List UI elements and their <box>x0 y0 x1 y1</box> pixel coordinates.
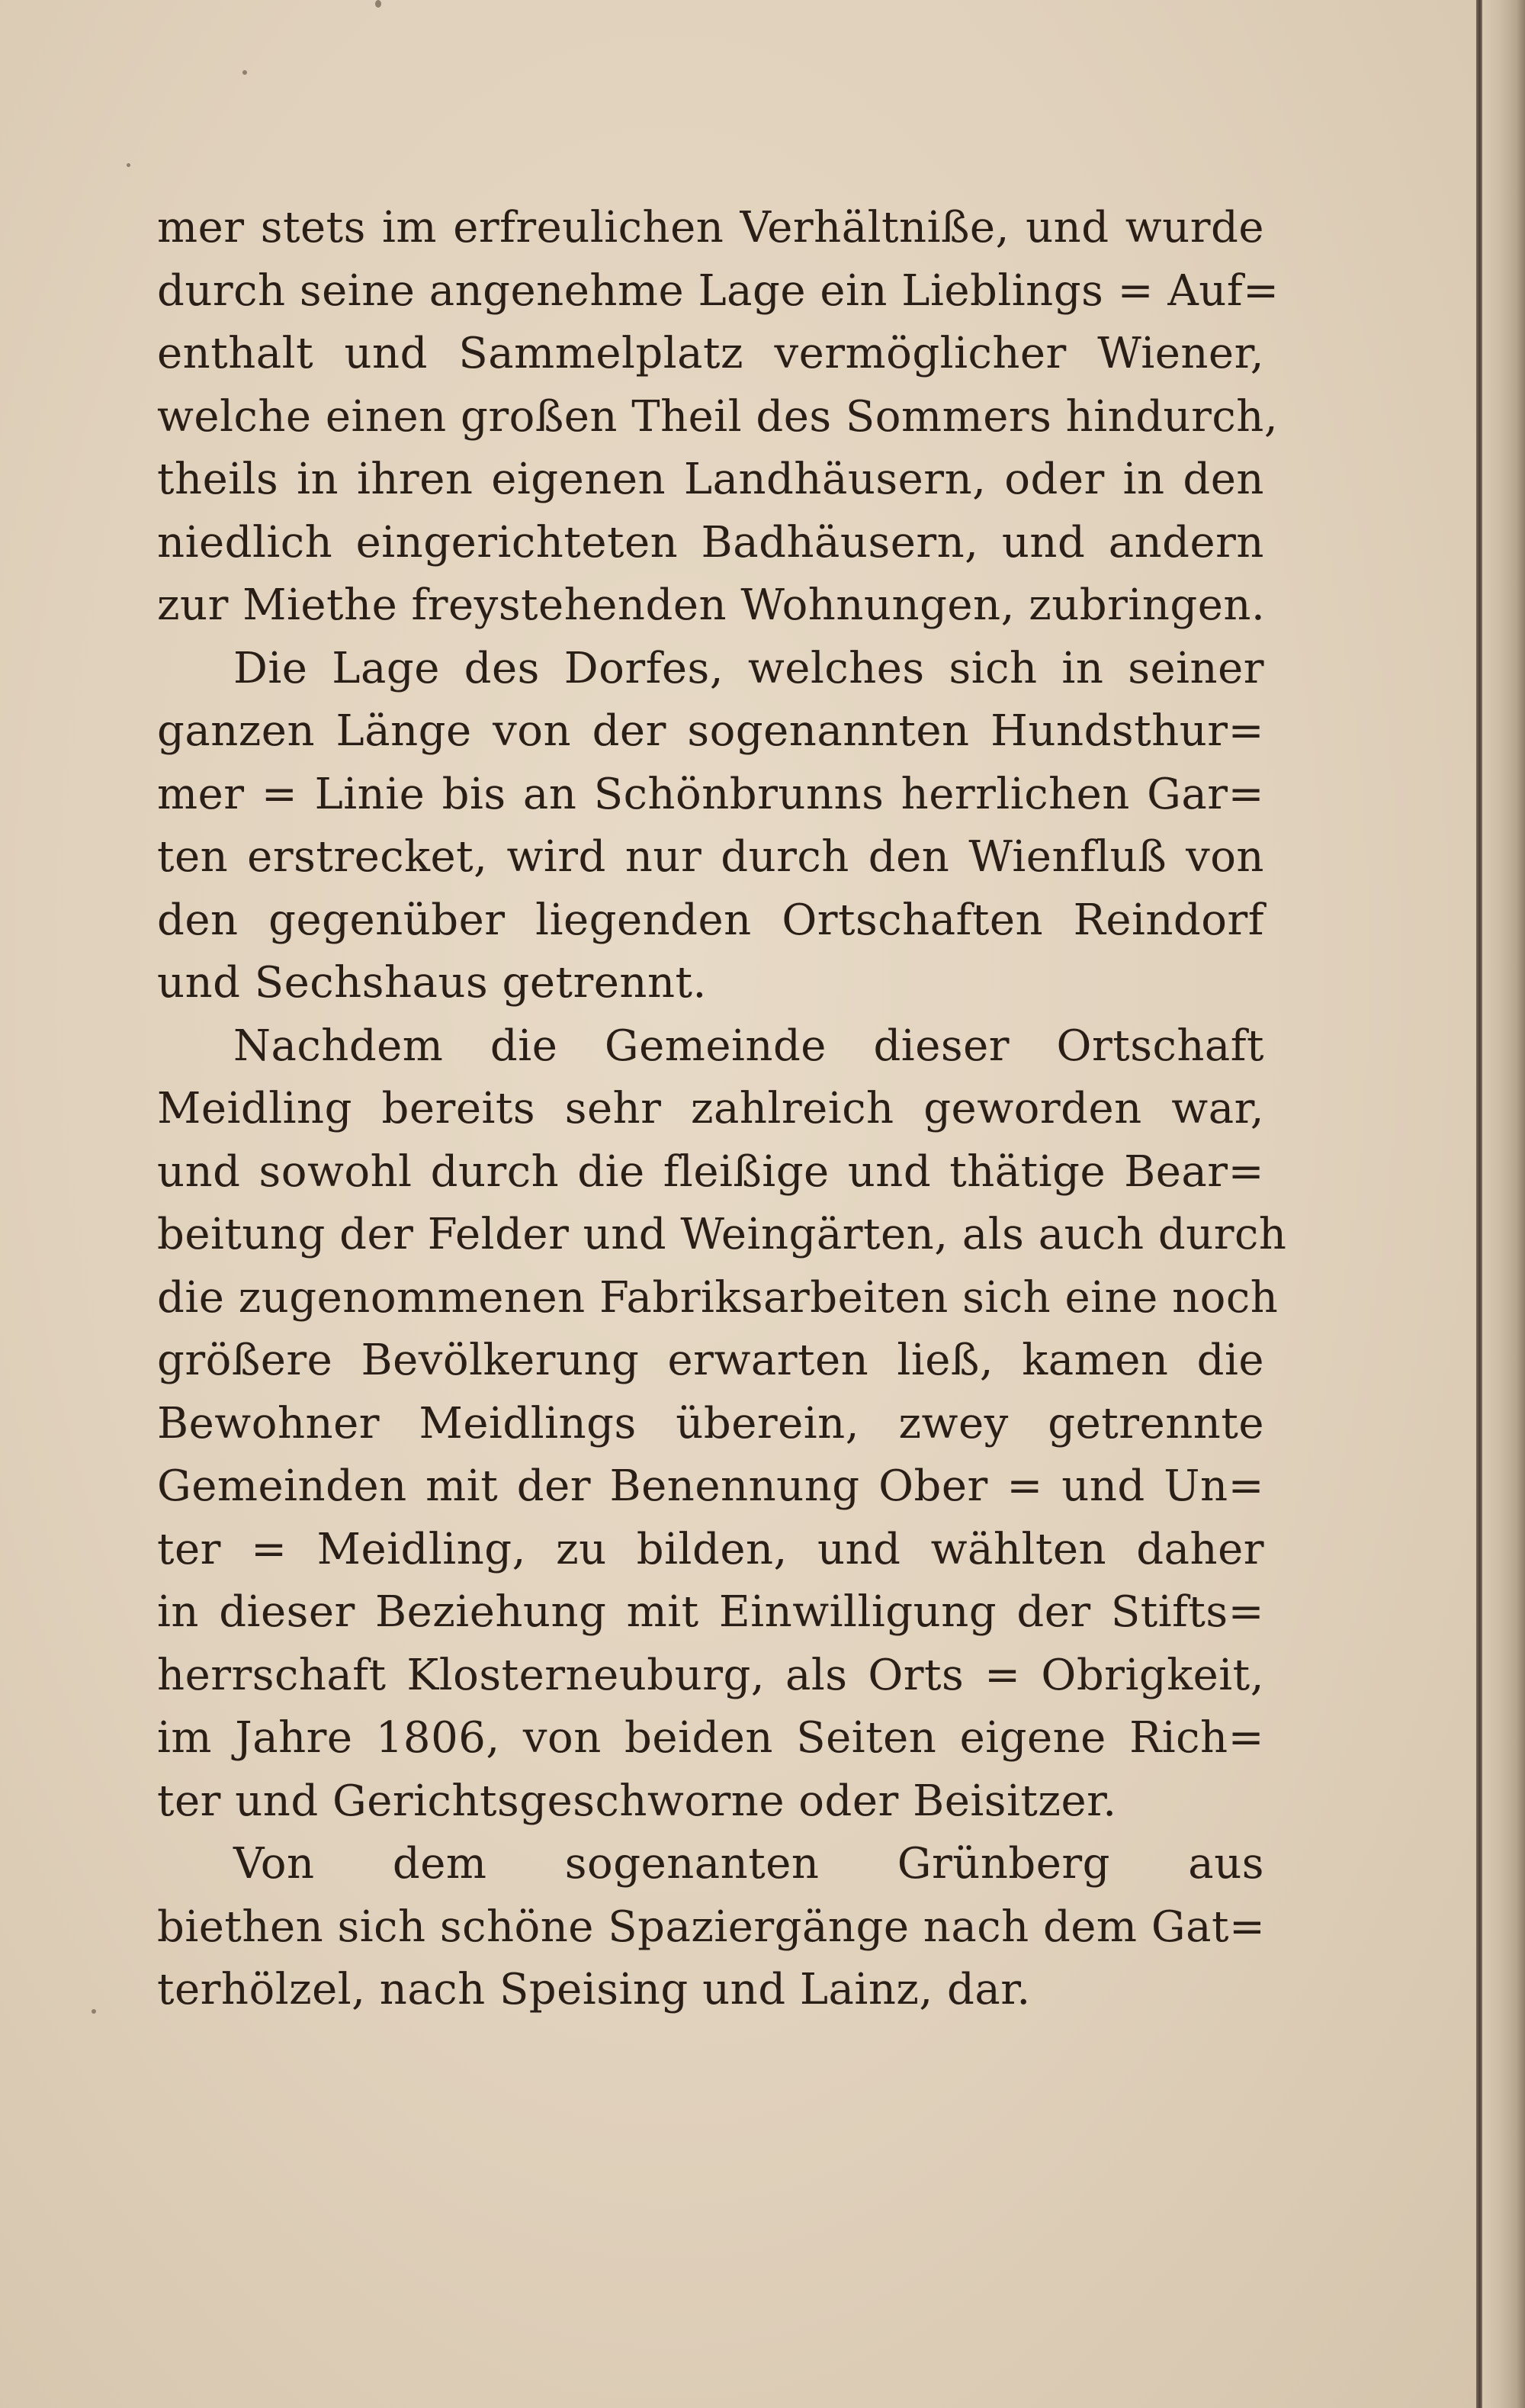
text-line: ter = Meidling, zu bilden, und wählten daher <box>157 1524 1264 1574</box>
text-line: herrschaft Klosterneuburg, als Orts = Obrigkeit, <box>157 1650 1264 1700</box>
text-line: theils in ihren eigenen Landhäusern, oder in den <box>157 455 1264 504</box>
text-line: ganzen Länge von der sogenannten Hundsthur= <box>157 706 1264 756</box>
text-line: Bewohner Meidlings überein, zwey getrennte <box>157 1398 1264 1448</box>
body-text <box>157 197 1287 2022</box>
text-line: Von dem sogenanten Grünberg aus <box>233 1839 1264 1889</box>
text-line: Nachdem die Gemeinde dieser Ortschaft <box>233 1021 1264 1071</box>
text-line: welche einen großen Theil des Sommers hindurch, <box>157 391 1279 442</box>
text-line: in dieser Beziehung mit Einwilligung der Stifts= <box>157 1587 1264 1637</box>
adjacent-page-edge <box>1482 0 1525 2408</box>
text-line: Gemeinden mit der Benennung Ober = und Un= <box>157 1461 1264 1511</box>
text-line: niedlich eingerichteten Badhäusern, und andern <box>157 517 1264 567</box>
text-line: ten erstrecket, wird nur durch den Wienfluß von <box>157 832 1264 882</box>
text-line: und Sechshaus getrennt. <box>157 958 707 1008</box>
paper-speck <box>375 0 381 8</box>
paper-speck <box>127 163 130 167</box>
text-line: Meidling bereits sehr zahlreich geworden war, <box>157 1084 1264 1133</box>
text-line: mer stets im erfreulichen Verhältniße, und wurde <box>157 203 1264 252</box>
text-line: im Jahre 1806, von beiden Seiten eigene Rich= <box>157 1713 1264 1763</box>
text-line: den gegenüber liegenden Ortschaften Reindorf <box>157 895 1264 945</box>
text-line: ter und Gerichtsgeschworne oder Beisitzer. <box>157 1776 1117 1826</box>
text-line: enthalt und Sammelplatz vermöglicher Wiener, <box>157 329 1264 378</box>
text-line: beitung der Felder und Weingärten, als auch durch <box>157 1210 1287 1259</box>
text-line: mer = Linie bis an Schönbrunns herrlichen Gar= <box>157 769 1264 819</box>
text-line: terhölzel, nach Speising und Lainz, dar. <box>157 1965 1031 2014</box>
paper-speck <box>92 2009 96 2014</box>
text-line: größere Bevölkerung erwarten ließ, kamen die <box>157 1336 1264 1385</box>
text-line: durch seine angenehme Lage ein Lieblings = Auf= <box>157 265 1279 316</box>
book-spine-gutter <box>1476 0 1482 2408</box>
text-line: und sowohl durch die fleißige und thätige Bear= <box>157 1146 1264 1197</box>
text-line: die zugenommenen Fabriksarbeiten sich eine noch <box>157 1272 1279 1323</box>
paper-speck <box>242 70 247 75</box>
text-line: Die Lage des Dorfes, welches sich in seiner <box>233 643 1264 693</box>
text-line: zur Miethe freystehenden Wohnungen, zubringen. <box>157 580 1266 630</box>
text-line: biethen sich schöne Spaziergänge nach dem Gat= <box>157 1902 1266 1952</box>
